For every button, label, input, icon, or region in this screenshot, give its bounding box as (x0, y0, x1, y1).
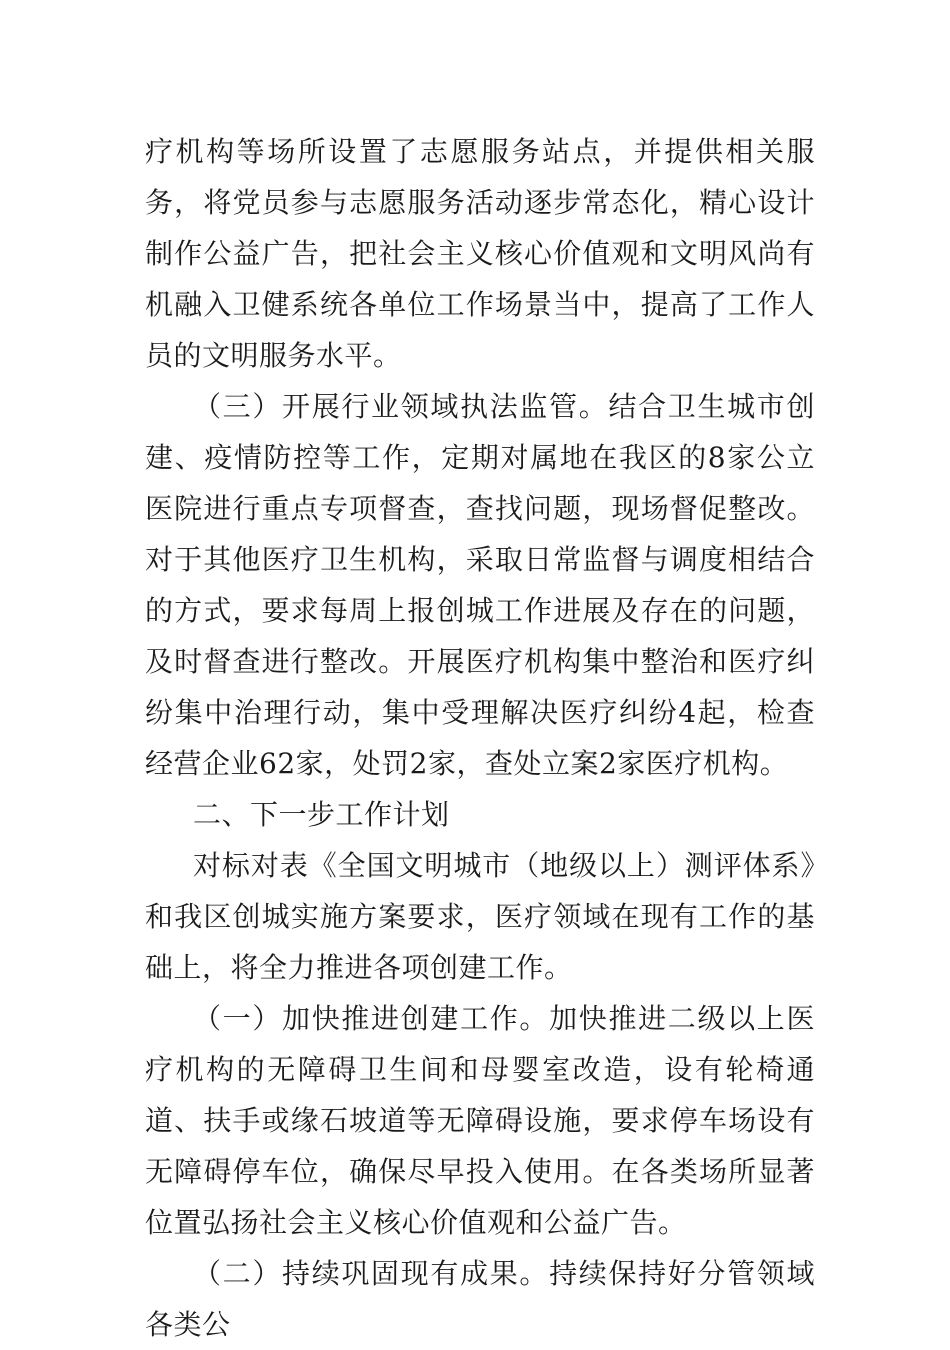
paragraph-section-three-enforcement: （三）开展行业领域执法监管。结合卫生城市创建、疫情防控等工作，定期对属地在我区的8家公立医院进行重点专项督查，查找问题，现场督促整改。对于其他医疗卫生机构，采取日常监督与调度相结合的方式，要求每周上报创城工作进展及存在的问题，及时督查进行整改。开展医疗机构集中整治和医疗纠纷集中治理行动，集中受理解决医疗纠纷4起，检查经营企业62家，处罚2家，查处立案2家医疗机构。 (145, 390, 815, 780)
document-body (145, 126, 815, 1350)
paragraph-section-two-consolidate: （二）持续巩固现有成果。持续保持好分管领域各类公 (145, 1257, 815, 1341)
paragraph-section-one-accelerate: （一）加快推进创建工作。加快推进二级以上医疗机构的无障碍卫生间和母婴室改造，设有轮椅通道、扶手或缘石坡道等无障碍设施，要求停车场设有无障碍停车位，确保尽早投入使用。在各类场所显著位置弘扬社会主义核心价值观和公益广告。 (145, 1002, 815, 1239)
paragraph-next-steps-intro: 对标对表《全国文明城市（地级以上）测评体系》和我区创城实施方案要求，医疗领域在现有工作的基础上，将全力推进各项创建工作。 (145, 849, 815, 984)
paragraph-volunteer-stations: 疗机构等场所设置了志愿服务站点，并提供相关服务，将党员参与志愿服务活动逐步常态化，精心设计制作公益广告，把社会主义核心价值观和文明风尚有机融入卫健系统各单位工作场景当中，提高了工作人员的文明服务水平。 (145, 135, 815, 372)
heading-next-steps: 二、下一步工作计划 (193, 798, 450, 831)
